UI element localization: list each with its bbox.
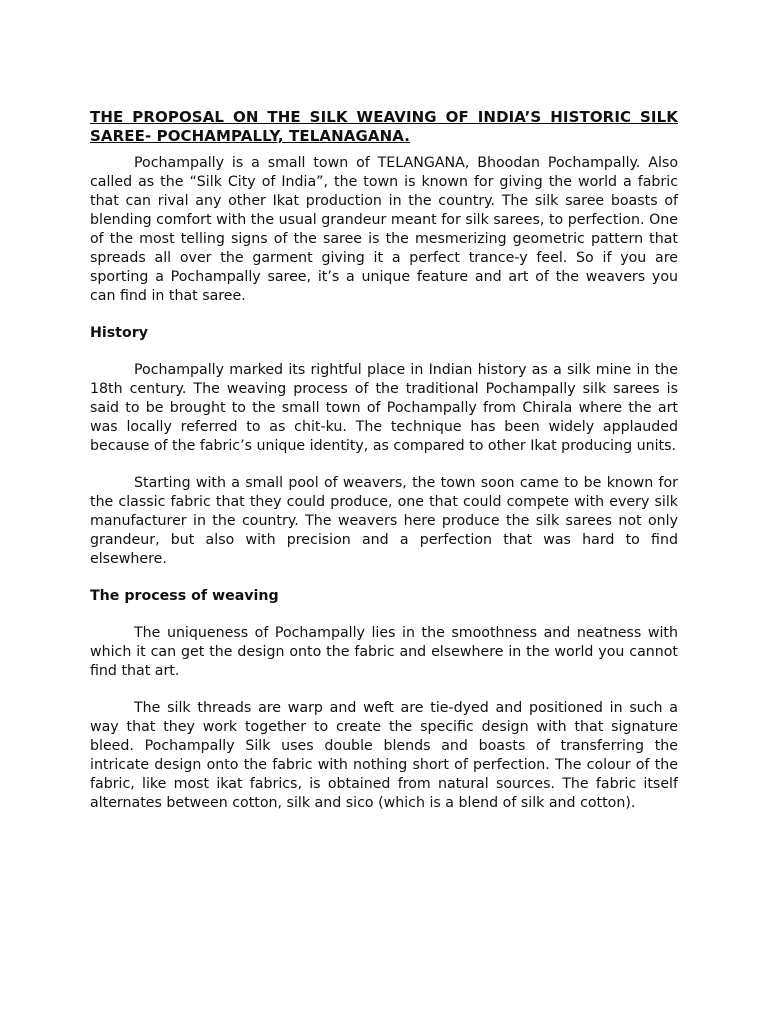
history-paragraph-2: Starting with a small pool of weavers, the town soon came to be known for the classic fabric that they could produce, one that could compete with every silk manufacturer in the country. The weavers here produce the silk sarees not only grandeur, but also with precision and a perfection that was hard to find elsewhere. — [90, 475, 678, 567]
history-paragraph-1: Pochampally marked its rightful place in Indian history as a silk mine in the 18th century. The weaving process of the traditional Pochampally silk sarees is said to be brought to the small town of Pochampally from Chirala where the art was locally referred to as chit-ku. The technique has been widely applauded because of the fabric’s unique identity, as compared to other Ikat producing units. — [90, 362, 678, 454]
history-heading: History — [90, 325, 148, 341]
intro-paragraph: Pochampally is a small town of TELANGANA, Bhoodan Pochampally. Also called as the “Silk City of India”, the town is known for giving the world a fabric that can rival any other Ikat production in the country. The silk saree boasts of blending comfort with the usual grandeur meant for silk sarees, to perfection. One of the most telling signs of the saree is the mesmerizing geometric pattern that spreads all over the garment giving it a perfect trance-y feel. So if you are sporting a Pochampally saree, it’s a unique feature and art of the weavers you can find in that saree. — [90, 155, 678, 304]
document-page — [90, 108, 678, 831]
process-paragraph-1: The uniqueness of Pochampally lies in the smoothness and neatness with which it can get the design onto the fabric and elsewhere in the world you cannot find that art. — [90, 625, 678, 679]
process-heading: The process of weaving — [90, 588, 279, 604]
process-paragraph-2: The silk threads are warp and weft are tie-dyed and positioned in such a way that they work together to create the specific design with that signature bleed. Pochampally Silk uses double blends and boasts of transferring the intricate design onto the fabric with nothing short of perfection. The colour of the fabric, like most ikat fabrics, is obtained from natural sources. The fabric itself alternates between cotton, silk and sico (which is a blend of silk and cotton). — [90, 700, 678, 811]
document-title: THE PROPOSAL ON THE SILK WEAVING OF INDIA’S HISTORIC SILK SAREE- POCHAMPALLY, TELANAGANA. — [90, 108, 678, 145]
